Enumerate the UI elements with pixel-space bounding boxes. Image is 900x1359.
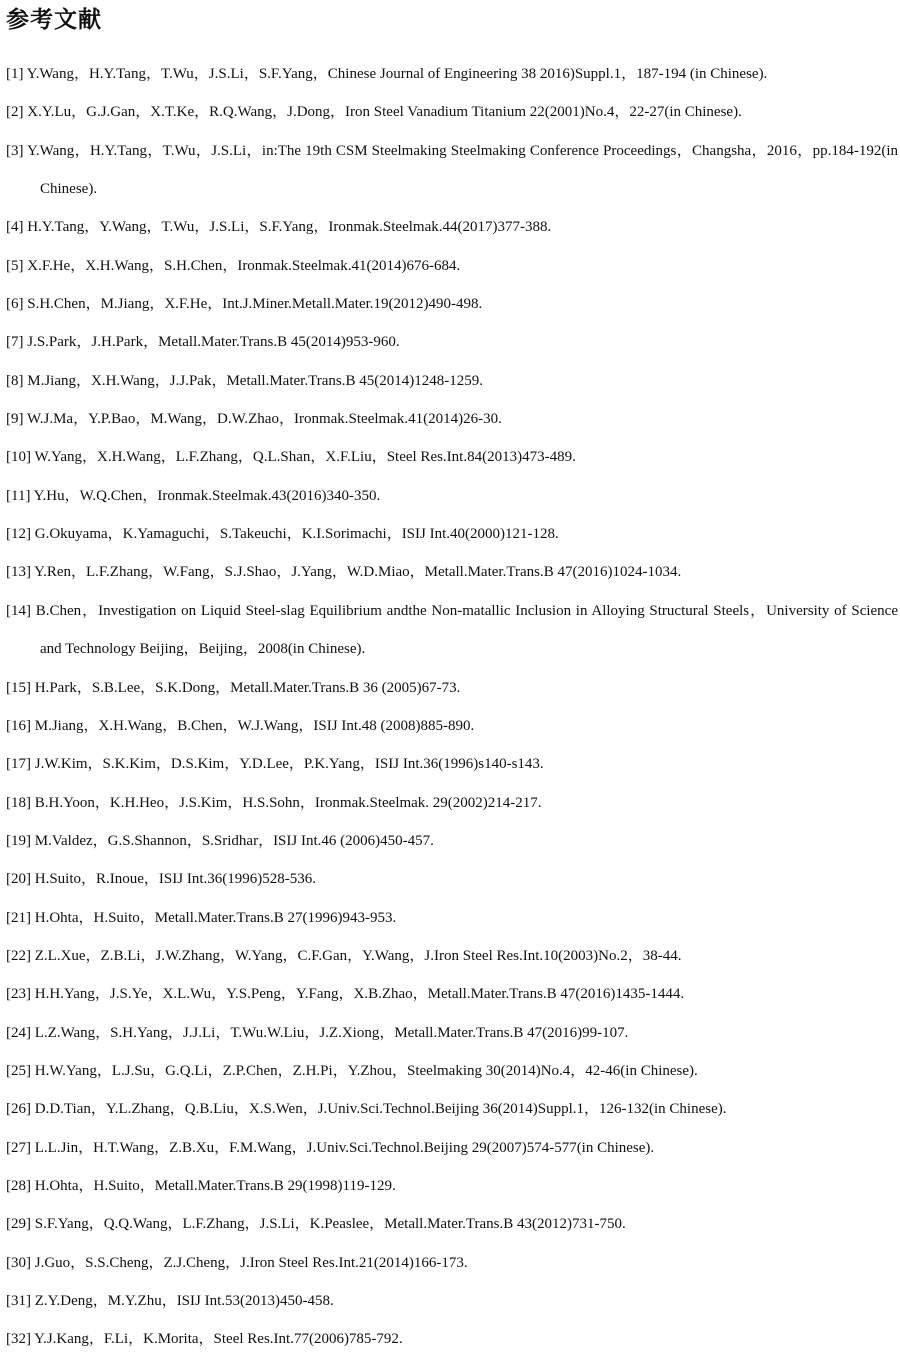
reference-item: [28] H.Ohta，H.Suito，Metall.Mater.Trans.B 29(1998)119-129. bbox=[6, 1177, 396, 1194]
reference-item: [4] H.Y.Tang，Y.Wang，T.Wu，J.S.Li，S.F.Yang，Ironmak.Steelmak.44(2017)377-388. bbox=[6, 219, 552, 236]
reference-item: [6] S.H.Chen，M.Jiang，X.F.He，Int.J.Miner.Metall.Mater.19(2012)490-498. bbox=[6, 296, 483, 313]
reference-item: [3] Y.Wang，H.Y.Tang，T.Wu，J.S.Li，in:The 19th CSM Steelmaking Steelmaking Conference Proceedings，Changsha，2016，pp.184-192(in Chinese). bbox=[6, 142, 898, 198]
reference-item: [23] H.H.Yang，J.S.Ye，X.L.Wu，Y.S.Peng，Y.Fang，X.B.Zhao，Metall.Mater.Trans.B 47(2016)1435-1444. bbox=[6, 986, 685, 1003]
reference-item: [15] H.Park，S.B.Lee，S.K.Dong，Metall.Mater.Trans.B 36 (2005)67-73. bbox=[6, 679, 461, 696]
references-heading: 参考文献 bbox=[6, 7, 102, 33]
reference-item: [21] H.Ohta，H.Suito，Metall.Mater.Trans.B 27(1996)943-953. bbox=[6, 909, 397, 926]
reference-item: [19] M.Valdez，G.S.Shannon，S.Sridhar，ISIJ Int.46 (2006)450-457. bbox=[6, 832, 434, 849]
reference-item: [5] X.F.He，X.H.Wang，S.H.Chen，Ironmak.Steelmak.41(2014)676-684. bbox=[6, 257, 461, 274]
reference-item: [9] W.J.Ma，Y.P.Bao，M.Wang，D.W.Zhao，Ironmak.Steelmak.41(2014)26-30. bbox=[6, 411, 502, 428]
reference-item: [27] L.L.Jin，H.T.Wang，Z.B.Xu，F.M.Wang，J.Univ.Sci.Technol.Beijing 29(2007)574-577(in Chinese). bbox=[6, 1139, 655, 1156]
reference-item: [12] G.Okuyama，K.Yamaguchi，S.Takeuchi，K.I.Sorimachi，ISIJ Int.40(2000)121-128. bbox=[6, 526, 559, 543]
reference-item: [22] Z.L.Xue，Z.B.Li，J.W.Zhang，W.Yang，C.F.Gan，Y.Wang，J.Iron Steel Res.Int.10(2003)No.2，38-44. bbox=[6, 947, 682, 964]
reference-item: [29] S.F.Yang，Q.Q.Wang，L.F.Zhang，J.S.Li，K.Peaslee，Metall.Mater.Trans.B 43(2012)731-750. bbox=[6, 1216, 626, 1233]
reference-item: [2] X.Y.Lu，G.J.Gan，X.T.Ke，R.Q.Wang，J.Dong，Iron Steel Vanadium Titanium 22(2001)No.4，22-27(in Chinese). bbox=[6, 104, 742, 121]
reference-item: [24] L.Z.Wang，S.H.Yang，J.J.Li，T.Wu.W.Liu，J.Z.Xiong，Metall.Mater.Trans.B 47(2016)99-107. bbox=[6, 1024, 629, 1041]
reference-list bbox=[6, 55, 898, 1359]
reference-item: [13] Y.Ren，L.F.Zhang，W.Fang，S.J.Shao，J.Yang，W.D.Miao，Metall.Mater.Trans.B 47(2016)1024-1034. bbox=[6, 564, 682, 581]
reference-item: [25] H.W.Yang，L.J.Su，G.Q.Li，Z.P.Chen，Z.H.Pi，Y.Zhou，Steelmaking 30(2014)No.4，42-46(in Chinese). bbox=[6, 1062, 698, 1079]
reference-item: [32] Y.J.Kang，F.Li，K.Morita，Steel Res.Int.77(2006)785-792. bbox=[6, 1331, 403, 1348]
reference-item: [20] H.Suito，R.Inoue，ISIJ Int.36(1996)528-536. bbox=[6, 871, 316, 888]
reference-item: [30] J.Guo，S.S.Cheng，Z.J.Cheng，J.Iron Steel Res.Int.21(2014)166-173. bbox=[6, 1254, 468, 1271]
reference-item: [11] Y.Hu，W.Q.Chen，Ironmak.Steelmak.43(2016)340-350. bbox=[6, 487, 381, 504]
reference-item: [17] J.W.Kim，S.K.Kim，D.S.Kim，Y.D.Lee，P.K.Yang，ISIJ Int.36(1996)s140-s143. bbox=[6, 756, 544, 773]
reference-item: [31] Z.Y.Deng，M.Y.Zhu，ISIJ Int.53(2013)450-458. bbox=[6, 1293, 334, 1309]
reference-item: [10] W.Yang，X.H.Wang，L.F.Zhang，Q.L.Shan，X.F.Liu，Steel Res.Int.84(2013)473-489. bbox=[6, 449, 576, 466]
reference-item: [1] Y.Wang，H.Y.Tang，T.Wu，J.S.Li，S.F.Yang，Chinese Journal of Engineering 38 2016)Suppl.1，187-194 (in Chinese). bbox=[6, 66, 768, 82]
reference-item: [26] D.D.Tian，Y.L.Zhang，Q.B.Liu，X.S.Wen，J.Univ.Sci.Technol.Beijing 36(2014)Suppl.1，126-132(in Chinese). bbox=[6, 1101, 727, 1118]
reference-item: [18] B.H.Yoon，K.H.Heo，J.S.Kim，H.S.Sohn，Ironmak.Steelmak. 29(2002)214-217. bbox=[6, 794, 542, 811]
reference-item: [16] M.Jiang，X.H.Wang，B.Chen，W.J.Wang，ISIJ Int.48 (2008)885-890. bbox=[6, 717, 475, 734]
reference-item: [14] B.Chen，Investigation on Liquid Steel-slag Equilibrium andthe Non-matallic Inclusion in Alloying Structural Steels，University of Science and Technology Beijing，Beijing，2008(in Chinese). bbox=[6, 602, 898, 658]
reference-item: [8] M.Jiang，X.H.Wang，J.J.Pak，Metall.Mater.Trans.B 45(2014)1248-1259. bbox=[6, 372, 483, 389]
reference-item: [7] J.S.Park，J.H.Park，Metall.Mater.Trans.B 45(2014)953-960. bbox=[6, 334, 400, 351]
